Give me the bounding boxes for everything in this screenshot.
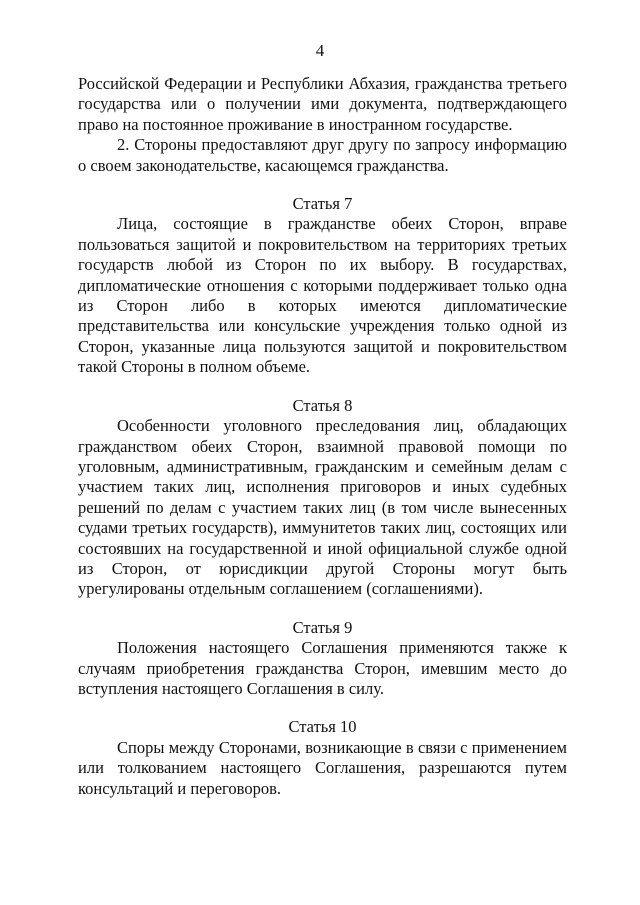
- article-8-text: Особенности уголовного преследования лиц, обладающих гражданством обеих Сторон, взаимной правовой помощи по уголовным, административным, гражданским и семейным делам с участием таких лиц, исполнения приговоров и иных судебных решений по делам с участием таких лиц (в том числе вынесенных судами третьих государств), иммунитетов таких лиц, состоящих или состоявших на государственной и иной официальной службе одной из Сторон, от юрисдикции другой Стороны могут быть урегулированы отдельным соглашением (соглашениями).: [78, 416, 567, 599]
- article-10-text: Споры между Сторонами, возникающие в связи с применением или толкованием настоящего Соглашения, разрешаются путем консультаций и переговоров.: [78, 737, 567, 798]
- document-body: [78, 74, 567, 799]
- paragraph-continuation: Российской Федерации и Республики Абхазия, гражданства третьего государства или о получении ими документа, подтверждающего право на постоянное проживание в иностранном государстве.: [78, 74, 567, 134]
- article-9-text: Положения настоящего Соглашения применяются также к случаям приобретения гражданства Сторон, имевшим место до вступления настоящего Соглашения в силу.: [78, 638, 567, 698]
- article-9-heading: Статья 9: [292, 617, 353, 637]
- article-7-heading: Статья 7: [292, 194, 353, 214]
- article-7-text: Лица, состоящие в гражданстве обеих Сторон, вправе пользоваться защитой и покровительством на территориях третьих государств любой из Сторон по их выбору. В государствах, дипломатические отношения с которыми поддерживает только одна из Сторон либо в которых имеются дипломатические представительства или консульские учреждения только одной из Сторон, указанные лица пользуются защитой и покровительством такой Стороны в полном объеме.: [78, 214, 567, 377]
- page-number: 4: [315, 41, 325, 60]
- article-10-heading: Статья 10: [288, 717, 357, 737]
- paragraph-clause-2: 2. Стороны предоставляют друг другу по запросу информацию о своем законодательстве, касающемся гражданства.: [78, 135, 567, 175]
- article-8-heading: Статья 8: [292, 395, 353, 415]
